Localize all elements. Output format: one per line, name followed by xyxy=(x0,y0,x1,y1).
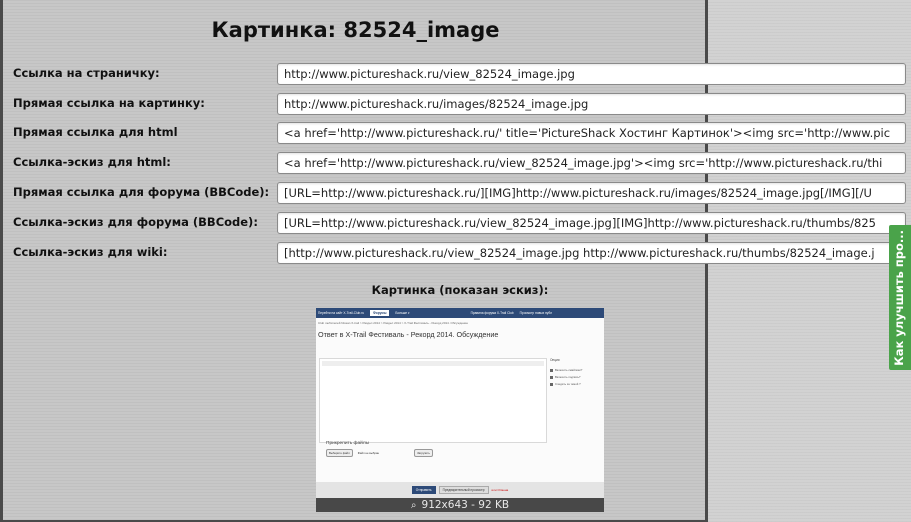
link-row-page xyxy=(13,63,905,85)
thumb-file-controls xyxy=(326,449,436,457)
link-row-bbcode xyxy=(13,182,905,204)
thumbnail-image[interactable] xyxy=(316,308,604,512)
thumb-nav-item-active: Форумы xyxy=(370,310,389,316)
link-row-wiki xyxy=(13,242,905,264)
link-row-html xyxy=(13,122,905,144)
thumb-nav-item: Перейти на сайт X-Trail-Club.ru xyxy=(318,311,365,315)
link-row-direct xyxy=(13,93,905,115)
thumb-option: Включить смайлики? xyxy=(550,368,602,372)
direct-link-input[interactable] xyxy=(277,93,906,115)
bbcode-link-input[interactable] xyxy=(277,182,906,204)
thumb-preview-button: Предварительный просмотр xyxy=(439,486,489,494)
html-link-input[interactable] xyxy=(277,122,906,144)
thumb-send-button: Отправить xyxy=(412,486,436,494)
thumb-option: Следить за темой ? xyxy=(550,382,602,386)
thumb-nav-item: Больше ▾ xyxy=(395,311,410,315)
link-label-wiki: Ссылка-эскиз для wiki: xyxy=(13,245,168,259)
link-label-direct: Прямая ссылка на картинку: xyxy=(13,96,205,110)
wiki-link-input[interactable] xyxy=(277,242,906,264)
thumb-editor-toolbar xyxy=(322,361,544,366)
feedback-tab[interactable] xyxy=(889,225,911,370)
thumb-cancel-link: или Отмена xyxy=(491,488,509,492)
page-link-input[interactable] xyxy=(277,63,906,85)
link-label-html-thumb: Ссылка-эскиз для html: xyxy=(13,155,171,169)
link-label-bbcode-thumb: Ссылка-эскиз для форума (BBCode): xyxy=(13,215,258,229)
bbcode-thumb-link-input[interactable] xyxy=(277,212,906,234)
thumb-attach-label: Прикрепить файлы xyxy=(326,441,370,446)
thumb-option: Включить подпись? xyxy=(550,375,602,379)
thumb-options-panel xyxy=(550,358,602,418)
thumb-submit-bar xyxy=(316,482,604,498)
thumb-editor-area xyxy=(319,358,547,443)
thumb-options-heading: Опции xyxy=(550,358,560,362)
thumb-forum-title: Ответ в X-Trail Фестиваль - Рекорд 2014. Обсуждение xyxy=(318,330,499,339)
page-title: Картинка: 82524_image xyxy=(211,18,500,42)
thumb-choose-file: Выберите файл xyxy=(326,449,353,457)
link-label-page: Ссылка на страничку: xyxy=(13,66,160,80)
thumb-attach-button: Загрузить xyxy=(414,449,433,457)
thumb-forum-navbar xyxy=(316,308,604,318)
image-size-info xyxy=(316,498,604,512)
link-row-html-thumb xyxy=(13,152,905,174)
link-row-bbcode-thumb xyxy=(13,212,905,234)
thumb-nav-item: Просмотр новых публ xyxy=(519,311,552,315)
magnifier-icon: ⌕ xyxy=(410,499,417,511)
feedback-tab-label: Как улучшить про... xyxy=(892,230,906,366)
thumbnail-caption: Картинка (показан эскиз): xyxy=(371,283,549,297)
thumb-nav-item: Правила форума X-Trail Club xyxy=(470,311,514,315)
thumb-breadcrumbs: Club любителей Nissan X-trail > Раздел 2014 > Раздел 2014 > X-Trail Фестиваль - Рекорд 2014. Обсуждение xyxy=(318,321,468,325)
image-size-text: 912x643 - 92 KB xyxy=(421,499,510,511)
html-thumb-link-input[interactable] xyxy=(277,152,906,174)
thumb-file-status: Файл не выбран xyxy=(357,451,380,455)
link-label-bbcode: Прямая ссылка для форума (BBCode): xyxy=(13,185,270,199)
link-label-html: Прямая ссылка для html xyxy=(13,125,178,139)
